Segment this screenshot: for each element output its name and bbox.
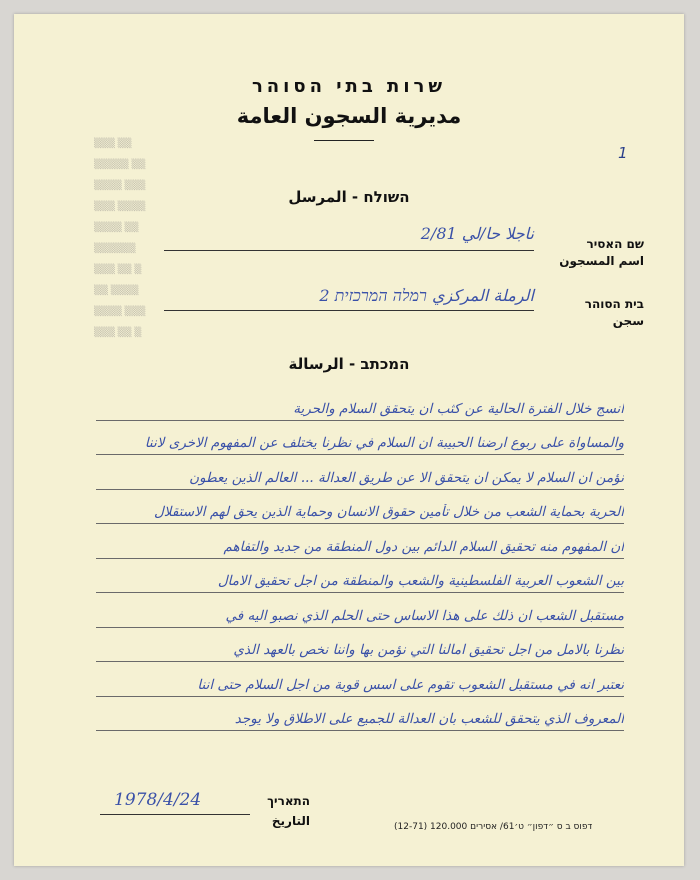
letter-line: بين الشعوب العربية الفلسطينية والشعب والمنطقة من اجل تحقيق الامال xyxy=(96,559,624,594)
prisoner-name-label-hebrew: שם האסיר xyxy=(586,237,644,251)
prisoner-name-handwritten: ناجلا حا/لي 2/81 xyxy=(420,224,534,243)
sender-section-title: השולח - المرسل xyxy=(288,188,410,206)
letter-line: والمساواة على ربوع ارضنا الحبيبة ان السلام في نظرنا يختلف عن المفهوم الاخرى لاننا xyxy=(96,421,624,456)
letter-line: نعتبر انه في مستقبل الشعوب تقوم على اسس قوية من اجل السلام حتى اننا xyxy=(96,662,624,697)
date-handwritten: 1978/4/24 xyxy=(114,790,202,810)
prison-service-title-hebrew: שרות בתי הסוהר xyxy=(251,76,447,97)
letter-line: ان المفهوم منه تحقيق السلام الدائم بين دول المنطقة من جديد والتفاهم xyxy=(96,524,624,559)
corner-handwritten-mark: 1 xyxy=(618,144,628,162)
letter-section-title: המכתב - الرسالة xyxy=(288,355,410,373)
letter-line: نظرنا بالامل من اجل تحقيق امالنا التي نؤمن بها واننا نخص بالعهد الذي xyxy=(96,628,624,663)
letter-line: انسج خلال الفترة الحالية عن كثب ان يتحقق السلام والحرية xyxy=(96,386,624,421)
date-label-arabic: التاريخ xyxy=(271,814,310,828)
prison-service-title-arabic: مديرية السجون العامة xyxy=(236,104,462,128)
prison-label-arabic: سجن xyxy=(612,314,644,328)
letter-body xyxy=(96,386,624,731)
letter-line: الحرية بحماية الشعب من خلال تأمين حقوق الانسان وحماية الذين يحق لهم الاستقلال xyxy=(96,490,624,525)
letter-form xyxy=(14,14,684,866)
letter-line: نؤمن ان السلام لا يمكن ان يتحقق الا عن طريق العدالة ... العالم الذين يعطون xyxy=(96,455,624,490)
letter-line: مستقبل الشعب ان ذلك على هذا الاساس حتى الحلم الذي نصبو اليه في xyxy=(96,593,624,628)
prisoner-name-line xyxy=(164,250,534,251)
date-line xyxy=(100,814,250,815)
faded-bleed-through-text: ▒▒▒ ▒▒ ▒▒▒▒▒ ▒▒ ▒▒▒▒ ▒▒▒ ▒▒▒ ▒▒▒▒ ▒▒▒▒ ▒▒ ▒▒▒▒▒▒ ▒▒▒ ▒▒ ▒ ▒▒ ▒▒▒▒ ▒▒▒▒ ▒▒▒ ▒▒▒ ▒▒ ▒ xyxy=(94,139,146,338)
prison-label-hebrew: בית הסוהר xyxy=(584,297,644,311)
header-divider xyxy=(314,140,374,141)
letter-line: المعروف الذي يتحقق للشعب بان العدالة للجميع على الاطلاق ولا يوجد xyxy=(96,697,624,732)
prison-line xyxy=(164,310,534,311)
prison-handwritten: الرملة المركزي רמלה המרכזית 2 xyxy=(319,286,534,305)
prisoner-name-label-arabic: اسم المسجون xyxy=(559,254,644,268)
date-label-hebrew: התאריך xyxy=(267,794,310,808)
printer-footer: דפוס ב ס ״דפון״ ט׳61/ אסירים 120.000 (12-71) xyxy=(394,822,593,832)
